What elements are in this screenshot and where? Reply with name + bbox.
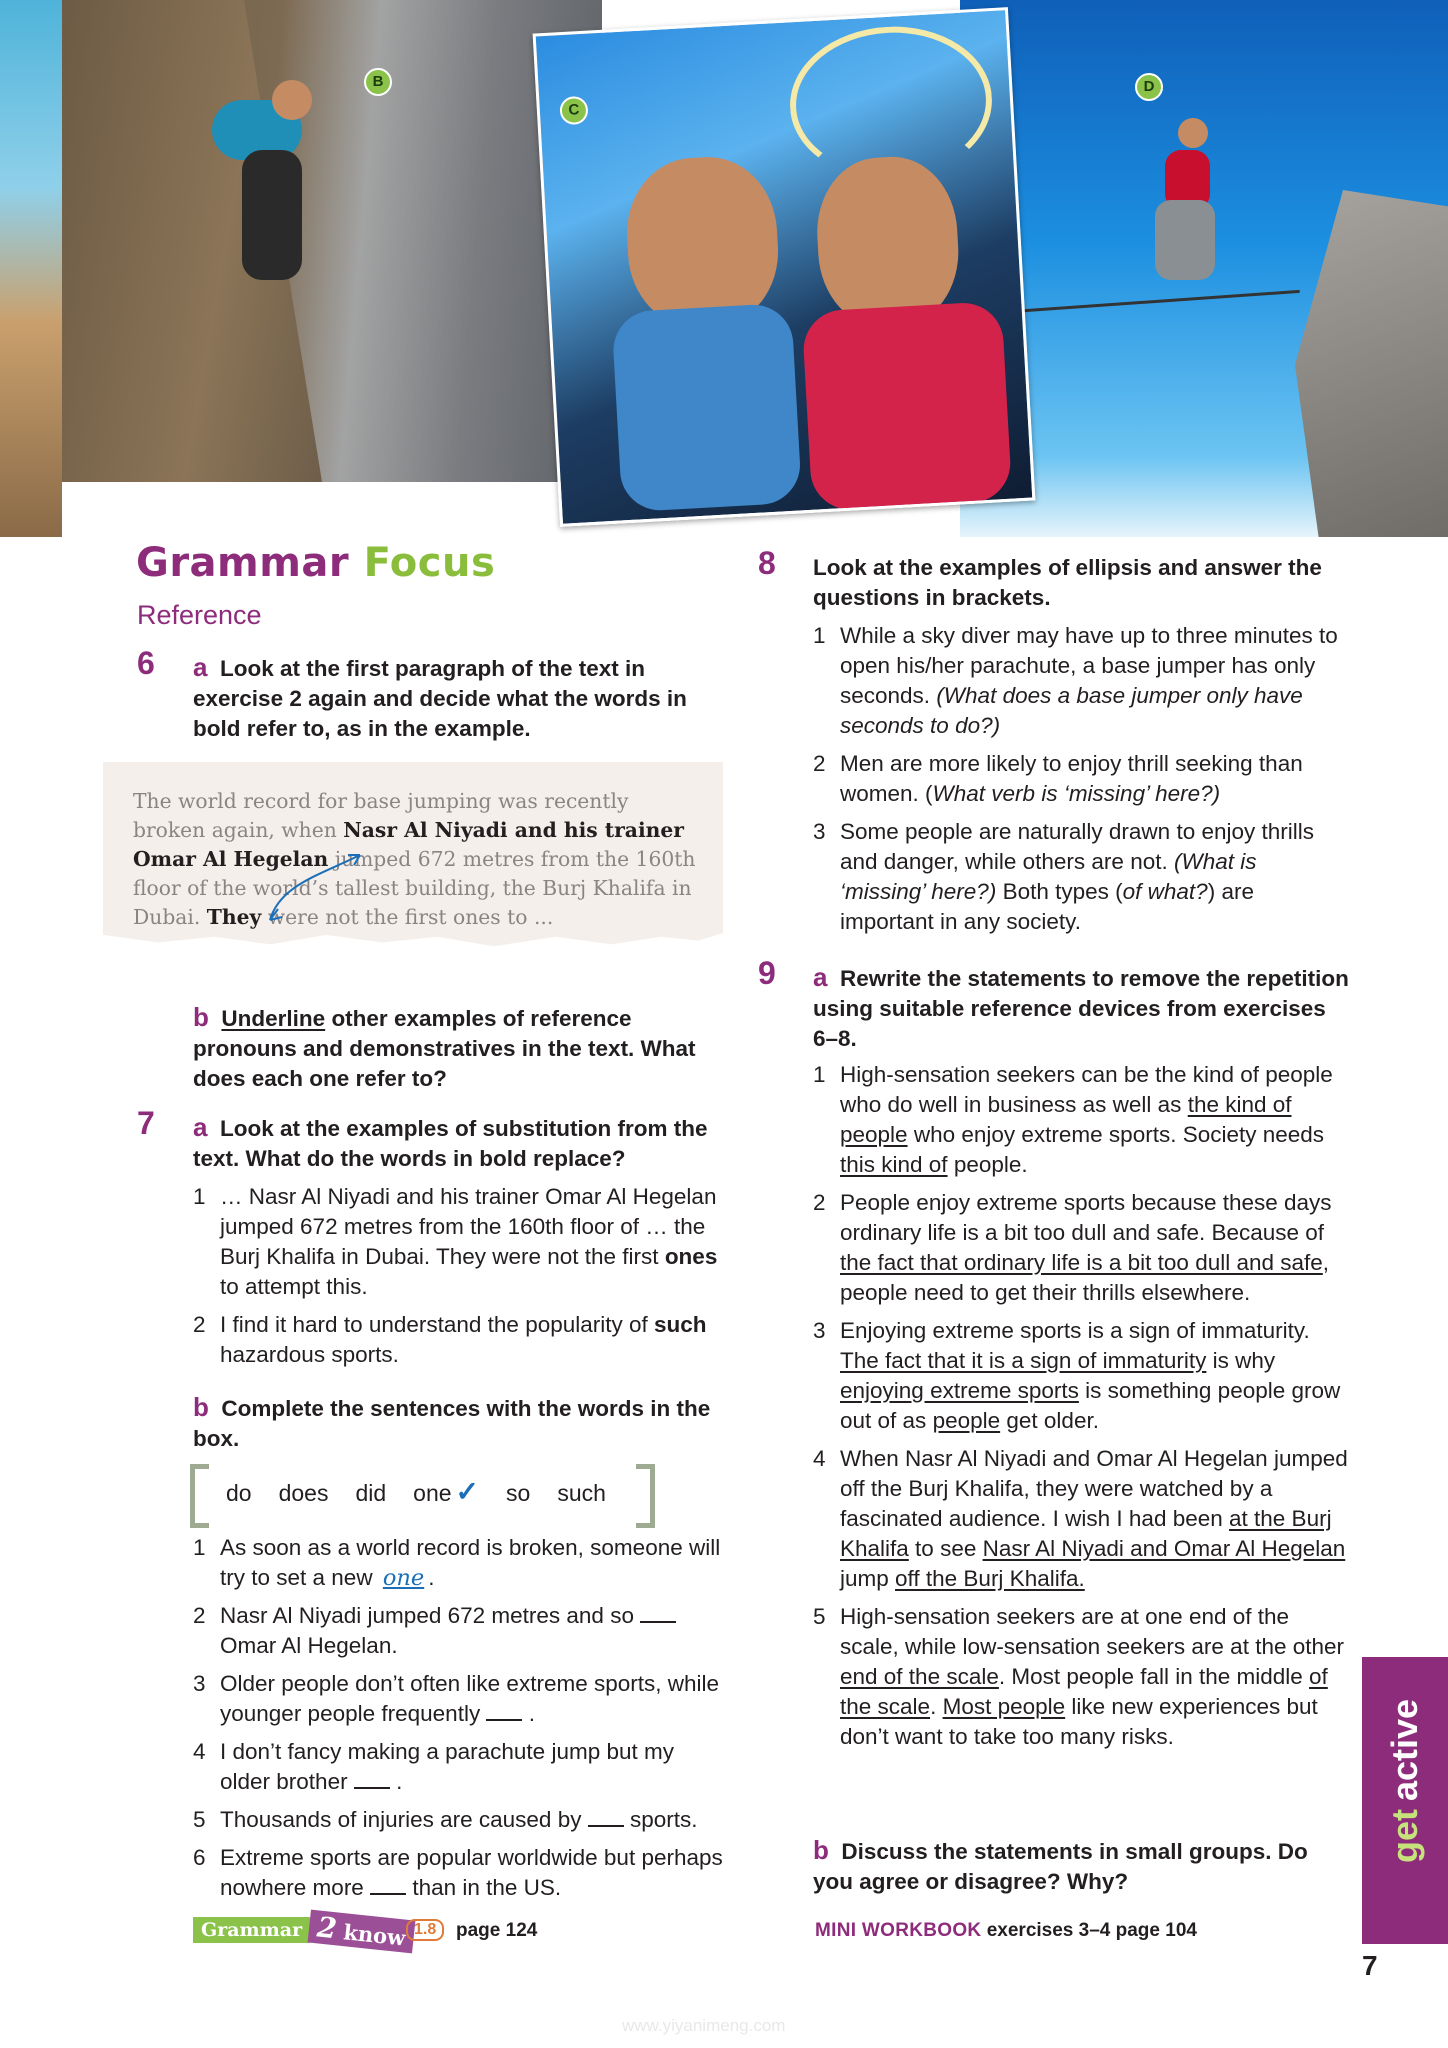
photo-label-c: C	[559, 96, 589, 126]
note-bold-they: They	[206, 905, 262, 929]
box-word: such	[557, 1480, 606, 1506]
tick-icon: ✓	[455, 1476, 480, 1507]
side-tab-get: get	[1384, 1809, 1425, 1864]
mini-workbook-exercises: exercises 3–4 page 104	[981, 1920, 1197, 1941]
title-focus: Focus	[363, 540, 496, 586]
underlined-phrase: off the Burj Khalifa.	[895, 1566, 1085, 1591]
item-number: 3	[813, 819, 826, 844]
item-question-2: of what?	[1122, 879, 1208, 904]
item-text: When Nasr Al Niyadi and Omar Al Hegelan jumped off the Burj Khalifa, they were watched by a fascinated audience. I wish I had been	[840, 1446, 1348, 1531]
know-label: know	[342, 1919, 407, 1951]
answer-blank[interactable]	[486, 1701, 522, 1721]
word-box-words	[226, 1475, 633, 1508]
underlined-phrase: Most people	[942, 1694, 1066, 1719]
item-bold: ones	[664, 1244, 718, 1269]
item-text: Older people don’t often like extreme sports, while younger people frequently	[220, 1671, 720, 1726]
item-text: like new experiences but don’t want to take too many risks.	[840, 1694, 1318, 1749]
exercise-7a-instruction	[193, 1112, 733, 1174]
grammar-badge: Grammar	[193, 1917, 310, 1943]
list-item	[813, 1188, 1348, 1308]
item-text: Thousands of injuries are caused by	[220, 1807, 588, 1832]
instruction-text: Look at the examples of substitution from the text. What do the words in bold replace?	[193, 1116, 708, 1171]
exercise-6b-instruction	[193, 1002, 733, 1094]
underlined-phrase: enjoying extreme sports	[840, 1378, 1079, 1403]
photo-d-slackliner	[960, 0, 1448, 537]
item-text: Nasr Al Niyadi jumped 672 metres and so	[220, 1603, 641, 1628]
part-label-b: b	[193, 1392, 209, 1422]
item-text: to see	[908, 1536, 983, 1561]
list-item	[813, 817, 1343, 937]
section-version-badge: 1.8	[406, 1919, 444, 1941]
item-text: people.	[947, 1152, 1028, 1177]
note-text-3: were not the first ones to ...	[261, 905, 554, 929]
item-text-2: Both types (	[996, 879, 1123, 904]
item-text-3: ) are important in any society.	[840, 879, 1254, 934]
part-label-a: a	[193, 1112, 208, 1142]
item-text: I don’t fancy making a parachute jump but my older brother	[220, 1739, 674, 1794]
exercise-8-instruction: Look at the examples of ellipsis and answer the questions in brackets.	[813, 555, 1322, 610]
list-item	[193, 1310, 723, 1370]
answer-blank[interactable]	[640, 1603, 676, 1623]
item-number: 1	[813, 623, 826, 648]
item-text: Some people are naturally drawn to enjoy thrills and danger, while others are not.	[840, 819, 1315, 874]
list-item	[813, 1602, 1348, 1752]
item-bold: such	[654, 1312, 707, 1337]
underlined-phrase: the fact that ordinary life is a bit too dull and safe	[840, 1250, 1323, 1275]
answer-blank[interactable]	[354, 1769, 390, 1789]
item-question: (What is ‘missing’ here?)	[840, 849, 1257, 904]
item-text: .	[930, 1694, 943, 1719]
box-word: does	[278, 1480, 329, 1506]
underlined-phrase: Nasr Al Niyadi and Omar Al Hegelan	[982, 1536, 1346, 1561]
part-label-a: a	[193, 652, 208, 682]
page-number: 7	[1362, 1950, 1378, 1981]
item-number: 4	[193, 1739, 206, 1764]
underlined-phrase: of the scale	[840, 1664, 1328, 1719]
item-text: get older.	[1000, 1408, 1099, 1433]
item-question: (What does a base jumper only have seconds to do?)	[840, 683, 1303, 738]
list-item	[193, 1843, 723, 1903]
underlined-phrase: the kind of people	[840, 1092, 1292, 1147]
list-item	[813, 1444, 1348, 1594]
underline-word: Underline	[221, 1006, 326, 1031]
exercise-9a-items	[813, 1060, 1348, 1752]
item-number: 2	[193, 1312, 206, 1337]
answer-blank[interactable]	[370, 1875, 406, 1895]
item-text: High-sensation seekers are at one end of the scale, while low-sensation seekers are at the other	[840, 1604, 1345, 1659]
underlined-phrase: end of the scale	[840, 1664, 999, 1689]
item-text: is something people grow out of as	[840, 1378, 1341, 1433]
item-number: 4	[813, 1446, 826, 1471]
instruction-text: Discuss the statements in small groups. Do you agree or disagree? Why?	[813, 1839, 1308, 1894]
section-subtitle: Reference	[137, 600, 262, 630]
item-text-tail: Omar Al Hegelan.	[220, 1633, 398, 1658]
item-number: 5	[813, 1604, 826, 1629]
list-item	[813, 1316, 1348, 1436]
instruction-text: Complete the sentences with the words in the box.	[193, 1396, 711, 1451]
photo-c-rollercoaster-riders	[533, 7, 1036, 527]
get-active-side-tab	[1362, 1657, 1448, 1944]
item-number: 2	[813, 751, 826, 776]
underlined-phrase: The fact that it is a sign of immaturity	[840, 1348, 1207, 1373]
item-number: 1	[813, 1062, 826, 1087]
two-label: 2	[315, 1910, 339, 1946]
item-text: High-sensation seekers can be the kind of people who do well in business as well as	[840, 1062, 1333, 1117]
list-item	[813, 1060, 1348, 1180]
handwritten-answer: one	[382, 1565, 425, 1591]
instruction-text: Rewrite the statements to remove the repetition using suitable reference devices from exercises 6–8.	[813, 966, 1349, 1051]
item-text: who enjoy extreme sports. Society needs	[907, 1122, 1325, 1147]
instruction-tail: refer to, as in the example.	[240, 716, 531, 741]
item-text-tail: sports.	[623, 1807, 698, 1832]
item-text: While a sky diver may have up to three minutes to open his/her parachute, a base jumper has only seconds.	[840, 623, 1338, 708]
item-text-tail: .	[522, 1701, 535, 1726]
watermark: www.yiyanimeng.com	[622, 2016, 786, 2035]
underlined-phrase: this kind of	[840, 1152, 948, 1177]
reference-arrow-icon	[260, 845, 370, 925]
item-text: Enjoying extreme sports is a sign of immaturity.	[840, 1318, 1310, 1343]
item-text: Extreme sports are popular worldwide but perhaps nowhere more	[220, 1845, 723, 1900]
item-text: . Most people fall in the middle	[998, 1664, 1310, 1689]
item-number: 6	[193, 1845, 206, 1870]
instruction-text: other examples of reference pronouns and demonstratives in the text. What does each one refer to?	[193, 1006, 696, 1091]
exercise-7b-sentences	[193, 1533, 723, 1903]
exercise-7b-instruction	[193, 1392, 733, 1454]
box-word: did	[355, 1480, 387, 1506]
bracket-left	[190, 1464, 209, 1528]
photo-label-b: B	[364, 68, 392, 96]
box-word: so	[506, 1480, 531, 1506]
part-label-b: b	[813, 1835, 829, 1865]
exercise-9-number: 9	[758, 955, 776, 991]
item-text: I find it hard to understand the popularity of	[220, 1312, 655, 1337]
exercise-9b-instruction	[813, 1835, 1353, 1897]
exercise-8-items	[813, 621, 1343, 937]
title-grammar: Grammar	[136, 540, 350, 586]
photo-label-d: D	[1135, 73, 1163, 101]
item-number: 2	[193, 1603, 206, 1628]
underlined-phrase: at the Burj Khalifa	[840, 1506, 1332, 1561]
item-text: People enjoy extreme sports because these days ordinary life is a bit too dull and safe. Because of	[840, 1190, 1332, 1245]
example-paragraph	[133, 787, 703, 932]
item-number: 3	[813, 1318, 826, 1343]
item-text-tail: .	[428, 1565, 435, 1590]
item-text: , people need to get their thrills elsewhere.	[840, 1250, 1330, 1305]
list-item	[193, 1669, 723, 1729]
item-question: What verb is ‘missing’ here?)	[932, 781, 1221, 806]
list-item	[813, 749, 1343, 809]
instruction-text: Look at the first paragraph of the text in exercise 2 again and decide what the words in	[193, 656, 687, 711]
item-text: As soon as a world record is broken, someone will try to set a new	[220, 1535, 721, 1590]
item-text: is why	[1206, 1348, 1276, 1373]
note-text-1: The world record for base jumping was recently broken again, when	[133, 789, 629, 842]
side-tab-label	[1384, 1676, 1426, 1886]
box-word: one	[413, 1480, 452, 1506]
bracket-right	[636, 1464, 655, 1528]
item-text: Men are more likely to enjoy thrill seeking than women. (	[840, 751, 1303, 806]
item-number: 2	[813, 1190, 826, 1215]
exercise-6-number: 6	[137, 645, 155, 681]
exercise-6a-instruction	[193, 652, 733, 744]
item-text: jump	[840, 1566, 896, 1591]
exercise-8-number: 8	[758, 545, 776, 581]
box-word: do	[226, 1480, 252, 1506]
mini-workbook-title: MINI WORKBOOK	[815, 1920, 982, 1941]
grammar-focus-title	[136, 540, 495, 586]
part-label-b: b	[193, 1002, 209, 1032]
side-tab-active: active	[1384, 1698, 1425, 1802]
word-box	[190, 1464, 655, 1520]
item-text-tail: hazardous sports.	[220, 1342, 399, 1367]
item-number: 1	[193, 1184, 206, 1209]
item-text-tail: .	[389, 1769, 403, 1794]
answer-blank[interactable]	[588, 1807, 624, 1827]
instruction-bold-word: bold	[193, 716, 241, 741]
item-number: 3	[193, 1671, 206, 1696]
list-item	[193, 1805, 723, 1835]
part-label-a: a	[813, 962, 828, 992]
item-text: … Nasr Al Niyadi and his trainer Omar Al Hegelan jumped 672 metres from the 160th floor of … the Burj Khalifa in Dubai. They were not the first	[220, 1184, 717, 1269]
note-bold-referent: Nasr Al Niyadi and his trainer Omar Al Hegelan	[133, 818, 684, 871]
list-item	[193, 1601, 723, 1661]
list-item	[193, 1533, 723, 1593]
list-item	[193, 1182, 723, 1302]
know-badge	[308, 1910, 416, 1954]
list-item	[813, 621, 1343, 741]
item-number: 5	[193, 1807, 206, 1832]
mini-workbook-reference[interactable]	[815, 1920, 1197, 1942]
list-item	[193, 1737, 723, 1797]
reference-page: page 124	[456, 1920, 538, 1941]
item-text-tail: to attempt this.	[220, 1274, 368, 1299]
photo-city-skyline	[0, 0, 62, 537]
photo-b-rock-climber	[62, 0, 602, 482]
underlined-phrase: people	[932, 1408, 1001, 1433]
exercise-9a-instruction	[813, 962, 1353, 1054]
exercise-7-number: 7	[137, 1105, 155, 1141]
item-text-tail: than in the US.	[406, 1875, 562, 1900]
item-number: 1	[193, 1535, 206, 1560]
exercise-7a-examples	[193, 1182, 723, 1370]
note-text-2: jumped 672 metres from the 160th floor of the world’s tallest building, the Burj Khalifa in Dubai.	[133, 847, 696, 929]
